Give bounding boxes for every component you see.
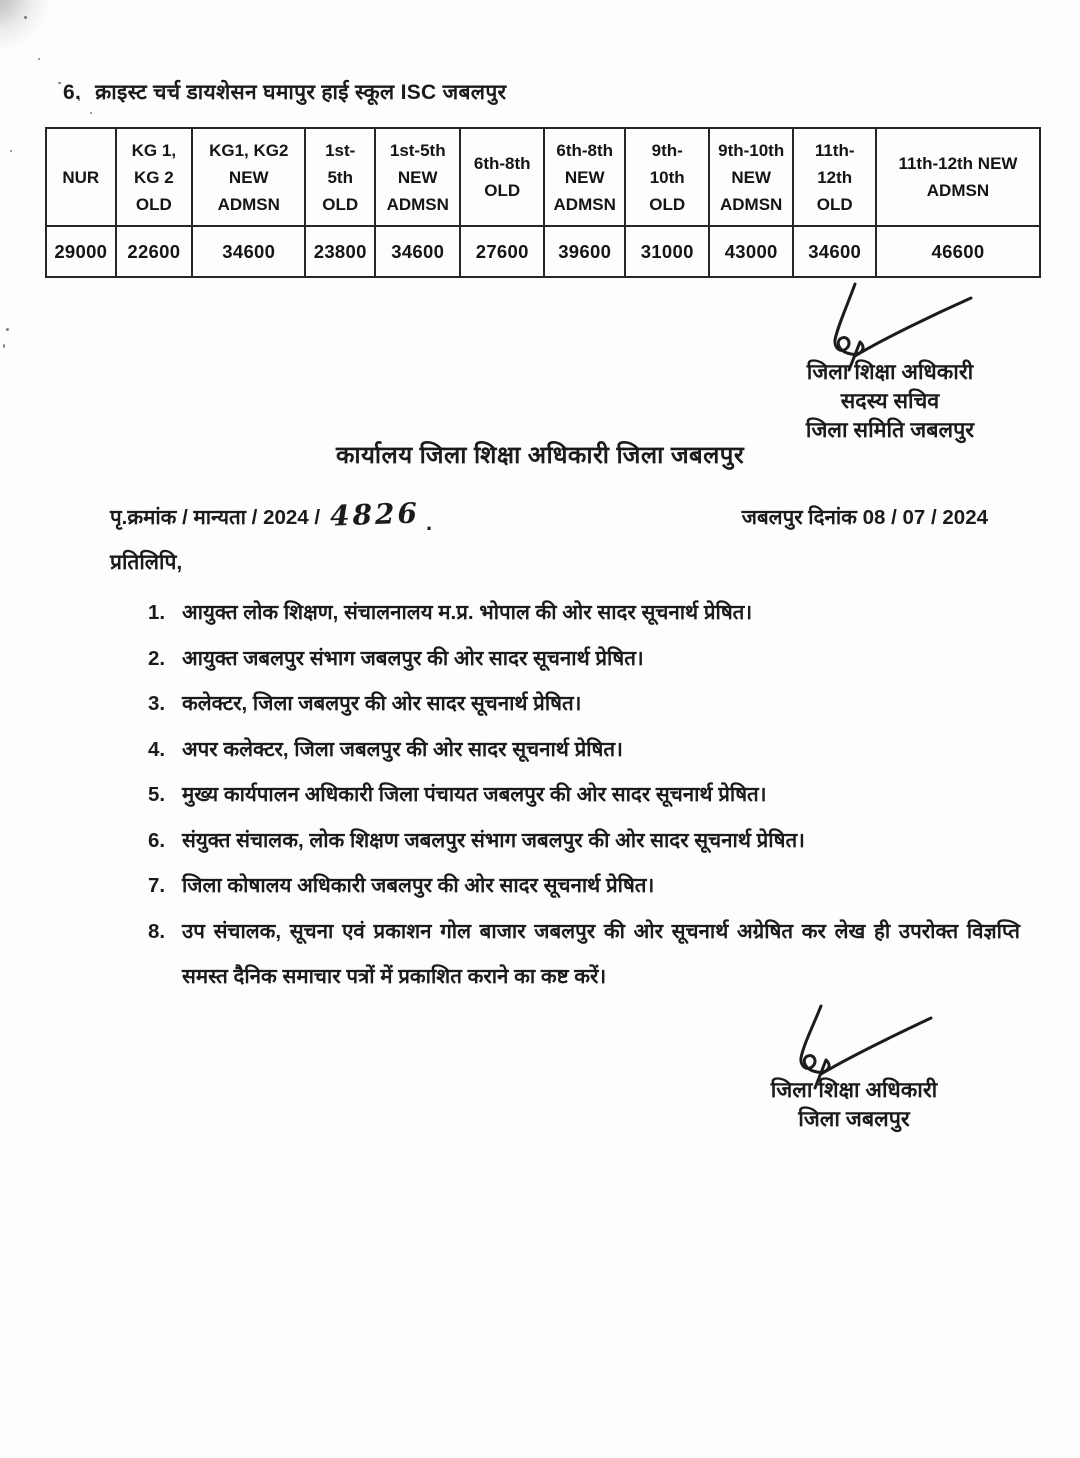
list-item-number: 8. bbox=[148, 919, 166, 943]
header-cell-kg-new bbox=[192, 128, 305, 226]
header-line: 9th-10th bbox=[718, 140, 785, 160]
handwritten-dot: . bbox=[426, 510, 433, 535]
date-line: जबलपुर दिनांक 08 / 07 / 2024 bbox=[741, 506, 988, 529]
header-cell-1to5-old bbox=[305, 128, 375, 226]
header-line: 6th-8th bbox=[473, 154, 531, 173]
header-line: NUR bbox=[62, 167, 100, 187]
fee-table bbox=[45, 127, 1041, 278]
fee-value: 31000 bbox=[625, 226, 708, 277]
signature-block-top bbox=[768, 280, 1012, 445]
header-line: OLD bbox=[816, 194, 853, 214]
list-item-number: 2. bbox=[148, 646, 166, 670]
header-line: ADMSN bbox=[217, 194, 280, 214]
header-line: KG 2 bbox=[134, 167, 174, 187]
header-line: OLD bbox=[649, 194, 686, 214]
scan-speck bbox=[10, 150, 12, 152]
header-cell-nur bbox=[46, 128, 116, 226]
list-item-number: 6. bbox=[63, 81, 82, 104]
list-item-number: 5. bbox=[148, 783, 166, 806]
designation-line: जिला शिक्षा अधिकारी bbox=[806, 360, 974, 384]
header-cell-11to12-old bbox=[793, 128, 876, 226]
signature-block-bottom bbox=[732, 1002, 976, 1134]
fee-value: 29000 bbox=[46, 226, 116, 277]
header-line: 6th-8th bbox=[556, 140, 614, 160]
handwritten-number: 4826 bbox=[329, 496, 421, 533]
header-line: NEW bbox=[228, 167, 269, 187]
reference-row bbox=[110, 496, 988, 535]
header-cell-11to12-new bbox=[876, 128, 1040, 226]
scan-speck bbox=[6, 328, 9, 331]
header-line: 12th bbox=[817, 167, 853, 187]
scan-speck bbox=[3, 344, 5, 348]
list-item bbox=[148, 772, 1020, 818]
header-line: 1st- bbox=[325, 140, 356, 160]
fee-table-values-row bbox=[46, 226, 1040, 277]
list-item bbox=[148, 727, 1020, 773]
designation-line: जिला जबलपुर bbox=[798, 1107, 910, 1131]
list-item bbox=[148, 590, 1020, 636]
list-item-text: जिला कोषालय अधिकारी जबलपुर की ओर सादर सूचनार्थ प्रेषित। bbox=[182, 874, 655, 897]
header-cell-kg-old bbox=[116, 128, 193, 226]
fee-value: 34600 bbox=[192, 226, 305, 277]
reference-number-line bbox=[110, 496, 433, 535]
school-title-line bbox=[63, 78, 963, 106]
header-line: OLD bbox=[135, 194, 172, 214]
header-line: ADMSN bbox=[926, 181, 990, 200]
designation-line: जिला शिक्षा अधिकारी bbox=[770, 1078, 938, 1102]
list-item-text: कलेक्टर, जिला जबलपुर की ओर सादर सूचनार्थ प्रेषित। bbox=[182, 692, 582, 715]
header-line: 9th- bbox=[651, 140, 683, 160]
list-item bbox=[148, 909, 1020, 1000]
header-line: OLD bbox=[322, 194, 359, 214]
fee-value: 43000 bbox=[709, 226, 793, 277]
fee-value: 46600 bbox=[876, 226, 1040, 277]
header-line: 5th bbox=[327, 167, 353, 187]
designation-line: सदस्य सचिव bbox=[840, 389, 940, 413]
list-item-number: 4. bbox=[148, 737, 166, 761]
list-item-text: आयुक्त लोक शिक्षण, संचालनालय म.प्र. भोपाल की ओर सादर सूचनार्थ प्रेषित। bbox=[182, 601, 753, 624]
scan-speck bbox=[38, 58, 40, 60]
copies-list bbox=[148, 590, 1020, 1000]
list-item bbox=[148, 863, 1020, 909]
header-line: KG1, KG2 bbox=[209, 140, 289, 160]
header-cell-9to10-old bbox=[625, 128, 708, 226]
header-line: KG 1, bbox=[131, 140, 177, 160]
fee-value: 34600 bbox=[375, 226, 460, 277]
list-item-text: अपर कलेक्टर, जिला जबलपुर की ओर सादर सूचनार्थ प्रेषित। bbox=[182, 737, 623, 761]
list-item-number: 6. bbox=[148, 828, 166, 852]
header-line: 11th- bbox=[814, 140, 855, 160]
list-item-number: 1. bbox=[148, 601, 166, 624]
header-line: 11th-12th NEW bbox=[898, 154, 1018, 173]
header-line: NEW bbox=[397, 167, 438, 187]
header-cell-9to10-new bbox=[709, 128, 793, 226]
header-line: ADMSN bbox=[386, 194, 449, 214]
list-item-text: उप संचालक, सूचना एवं प्रकाशन गोल बाजार जबलपुर की ओर सूचनार्थ अग्रेषित कर लेख ही उपरोक्त विज्ञप्ति समस्त दैनिक समाचार पत्रों में प्रकाशित कराने का कष्ट करें। bbox=[182, 919, 1020, 988]
fee-value: 23800 bbox=[305, 226, 375, 277]
list-item bbox=[148, 818, 1020, 864]
scan-smudge bbox=[0, 0, 52, 52]
list-item-text: संयुक्त संचालक, लोक शिक्षण जबलपुर संभाग जबलपुर की ओर सादर सूचनार्थ प्रेषित। bbox=[182, 828, 805, 852]
fee-value: 27600 bbox=[460, 226, 543, 277]
copies-label: प्रतिलिपि, bbox=[110, 551, 183, 574]
header-cell-6to8-new bbox=[544, 128, 626, 226]
header-line: 10th bbox=[649, 167, 685, 187]
scan-speck bbox=[24, 16, 27, 19]
fee-table-header-row bbox=[46, 128, 1040, 226]
header-line: ADMSN bbox=[720, 194, 783, 214]
reference-prefix: पृ.क्रमांक / मान्यता / 2024 / bbox=[110, 506, 321, 529]
header-cell-6to8-old bbox=[460, 128, 543, 226]
list-item bbox=[148, 636, 1020, 682]
header-line: NEW bbox=[564, 167, 605, 187]
fee-table-container bbox=[45, 127, 1041, 278]
list-item-text: मुख्य कार्यपालन अधिकारी जिला पंचायत जबलपुर की ओर सादर सूचनार्थ प्रेषित। bbox=[182, 783, 767, 806]
school-title: क्राइस्ट चर्च डायशेसन घमापुर हाई स्कूल ISC जबलपुर bbox=[95, 81, 507, 104]
list-item bbox=[148, 681, 1020, 727]
list-item-text: आयुक्त जबलपुर संभाग जबलपुर की ओर सादर सूचनार्थ प्रेषित। bbox=[182, 646, 644, 670]
scan-speck bbox=[58, 82, 61, 84]
header-line: ADMSN bbox=[553, 194, 616, 214]
office-heading: कार्यालय जिला शिक्षा अधिकारी जिला जबलपुर bbox=[335, 442, 745, 469]
fee-value: 22600 bbox=[116, 226, 193, 277]
header-line: 1st-5th bbox=[389, 140, 446, 160]
header-line: NEW bbox=[731, 167, 772, 187]
scan-speck bbox=[90, 112, 92, 114]
fee-value: 34600 bbox=[793, 226, 876, 277]
list-item-number: 3. bbox=[148, 692, 166, 715]
designation-line: जिला समिति जबलपुर bbox=[805, 418, 975, 442]
list-item-number: 7. bbox=[148, 874, 166, 897]
fee-value: 39600 bbox=[544, 226, 626, 277]
header-line: OLD bbox=[484, 181, 521, 200]
header-cell-1to5-new bbox=[375, 128, 460, 226]
